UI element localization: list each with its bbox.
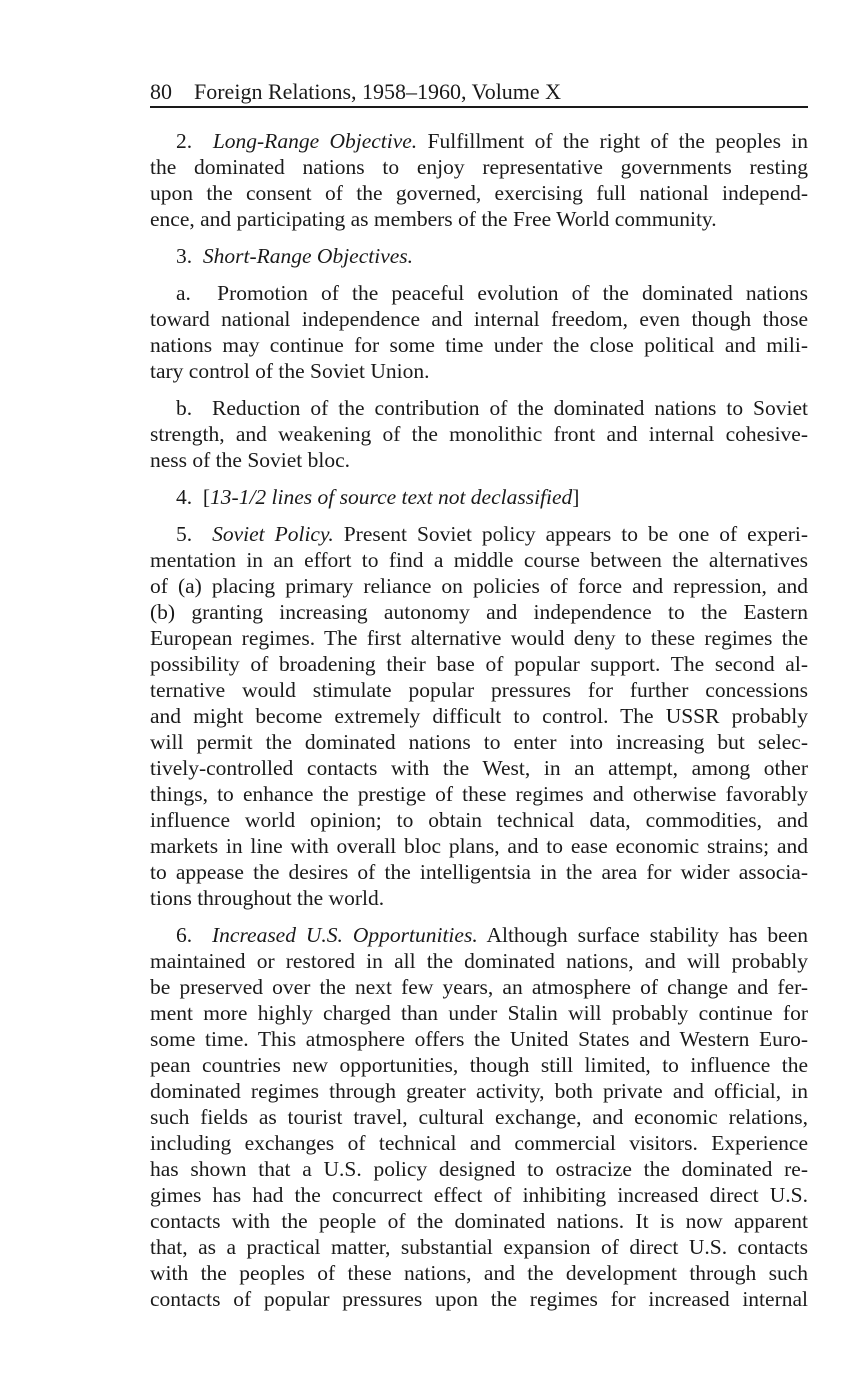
line-text: contacts with the people of the dominated nations. It is now apparent [150, 1209, 808, 1233]
text-line [150, 243, 808, 269]
paragraph-2 [150, 128, 808, 232]
line-text: dominated regimes through greater activity, both private and official, in [150, 1079, 808, 1103]
line-text: (b) granting increasing autonomy and independence to the Eastern [150, 600, 808, 624]
page-number: 80 [150, 79, 172, 104]
line-text: strength, and weakening of the monolithic front and internal cohesive- [150, 422, 808, 446]
running-title: Foreign Relations, 1958–1960, Volume X [194, 79, 562, 104]
text-line [150, 206, 808, 232]
text-line [150, 180, 808, 206]
line-text: upon the consent of the governed, exercising full national independ- [150, 181, 808, 205]
paragraph-number: b. [176, 396, 193, 420]
line-text: markets in line with overall bloc plans, and to ease economic strains; and [150, 834, 808, 858]
text-line [150, 395, 808, 421]
line-text: things, to enhance the prestige of these regimes and otherwise favorably [150, 782, 808, 806]
line-text: ternative would stimulate popular pressures for further concessions [150, 678, 808, 702]
running-header [150, 78, 808, 106]
paragraph-lead: Long-Range Objective. [212, 129, 418, 153]
line-text: European regimes. The first alternative would deny to these regimes the [150, 626, 808, 650]
text-line [150, 859, 808, 885]
text-line [150, 358, 808, 384]
text-line [150, 1026, 808, 1052]
text-line [150, 1208, 808, 1234]
paragraph-number: 5. [176, 522, 193, 546]
paragraph-number: 3. [176, 244, 193, 268]
text-line [150, 573, 808, 599]
line-text: Promotion of the peaceful evolution of the dominated nations [217, 281, 808, 305]
text-line [150, 729, 808, 755]
paragraph-5 [150, 521, 808, 911]
line-text: such fields as tourist travel, cultural exchange, and economic relations, [150, 1105, 808, 1129]
line-text: including exchanges of technical and commercial visitors. Experience [150, 1131, 808, 1155]
line-text: has shown that a U.S. policy designed to ostracize the dominated re- [150, 1157, 808, 1181]
line-text: and might become extremely difficult to control. The USSR probably [150, 704, 808, 728]
line-text: of (a) placing primary reliance on policies of force and repression, and [150, 574, 808, 598]
text-line [150, 421, 808, 447]
line-text: possibility of broadening their base of popular support. The second al- [150, 652, 808, 676]
text-line [150, 1052, 808, 1078]
text-line [150, 332, 808, 358]
line-text: the dominated nations to enjoy representative governments resting [150, 155, 808, 179]
paragraph-lead: Increased U.S. Opportunities. [212, 923, 478, 947]
paragraph-number: 2. [176, 129, 193, 153]
text-line [150, 1182, 808, 1208]
text-line [150, 521, 808, 547]
line-text: to appease the desires of the intelligentsia in the area for wider associa- [150, 860, 808, 884]
line-text: maintained or restored in all the dominated nations, and will probably [150, 949, 808, 973]
paragraph-a [150, 280, 808, 384]
text-line [150, 154, 808, 180]
text-line [150, 833, 808, 859]
text-line [150, 484, 808, 510]
header-rule [150, 106, 808, 108]
document-body [150, 128, 808, 1323]
line-text: Present Soviet policy appears to be one of experi- [343, 522, 809, 546]
paragraph-b [150, 395, 808, 473]
line-text: with the peoples of these nations, and the development through such [150, 1261, 808, 1285]
line-text: tions throughout the world. [150, 886, 385, 910]
text-line [150, 677, 808, 703]
line-text: tively-controlled contacts with the West, in an attempt, among other [150, 756, 808, 780]
paragraph-lead: Soviet Policy. [212, 522, 334, 546]
text-line [150, 1286, 808, 1312]
paragraph-number: 6. [176, 923, 193, 947]
text-line [150, 625, 808, 651]
text-line [150, 922, 808, 948]
line-text: ence, and participating as members of the Free World community. [150, 207, 717, 231]
line-text: pean countries new opportunities, though still limited, to influence the [150, 1053, 808, 1077]
line-text: ment more highly charged than under Stalin will probably continue for [150, 1001, 808, 1025]
line-text: ness of the Soviet bloc. [150, 448, 351, 472]
bracket-open: [ [202, 485, 211, 509]
line-text: contacts of popular pressures upon the regimes for increased internal [150, 1287, 808, 1311]
line-text: mentation in an effort to find a middle course between the alternatives [150, 548, 808, 572]
text-line [150, 1078, 808, 1104]
text-line [150, 755, 808, 781]
text-line [150, 1260, 808, 1286]
text-line [150, 1234, 808, 1260]
line-text: Although surface stability has been [486, 923, 808, 947]
line-text: be preserved over the next few years, an atmosphere of change and fer- [150, 975, 808, 999]
bracket-close: ] [572, 485, 580, 509]
text-line [150, 547, 808, 573]
line-text: that, as a practical matter, substantial expansion of direct U.S. contacts [150, 1235, 808, 1259]
text-line [150, 280, 808, 306]
line-text: influence world opinion; to obtain technical data, commodities, and [150, 808, 808, 832]
text-line [150, 599, 808, 625]
paragraph-3 [150, 243, 808, 269]
text-line [150, 306, 808, 332]
line-text: toward national independence and internal freedom, even though those [150, 307, 808, 331]
text-line [150, 651, 808, 677]
text-line [150, 1000, 808, 1026]
text-line [150, 1104, 808, 1130]
paragraph-number: a. [176, 281, 191, 305]
text-line [150, 885, 808, 911]
line-text: will permit the dominated nations to enter into increasing but selec- [150, 730, 808, 754]
redaction-note: 13-1/2 lines of source text not declassified [210, 485, 573, 509]
line-text: nations may continue for some time under the close political and mili- [150, 333, 808, 357]
text-line [150, 447, 808, 473]
line-text: gimes has had the concurrect effect of inhibiting increased direct U.S. [150, 1183, 808, 1207]
paragraph-lead: Short-Range Objectives. [202, 244, 414, 268]
line-text: Reduction of the contribution of the dominated nations to Soviet [212, 396, 809, 420]
text-line [150, 781, 808, 807]
text-line [150, 948, 808, 974]
text-line [150, 128, 808, 154]
text-line [150, 1130, 808, 1156]
text-line [150, 807, 808, 833]
line-text: tary control of the Soviet Union. [150, 359, 430, 383]
line-text: some time. This atmosphere offers the United States and Western Euro- [150, 1027, 808, 1051]
text-line [150, 974, 808, 1000]
text-line [150, 703, 808, 729]
paragraph-number: 4. [176, 485, 193, 509]
paragraph-6 [150, 922, 808, 1312]
text-line [150, 1156, 808, 1182]
line-text: Fulfillment of the right of the peoples in [427, 129, 809, 153]
paragraph-4 [150, 484, 808, 510]
